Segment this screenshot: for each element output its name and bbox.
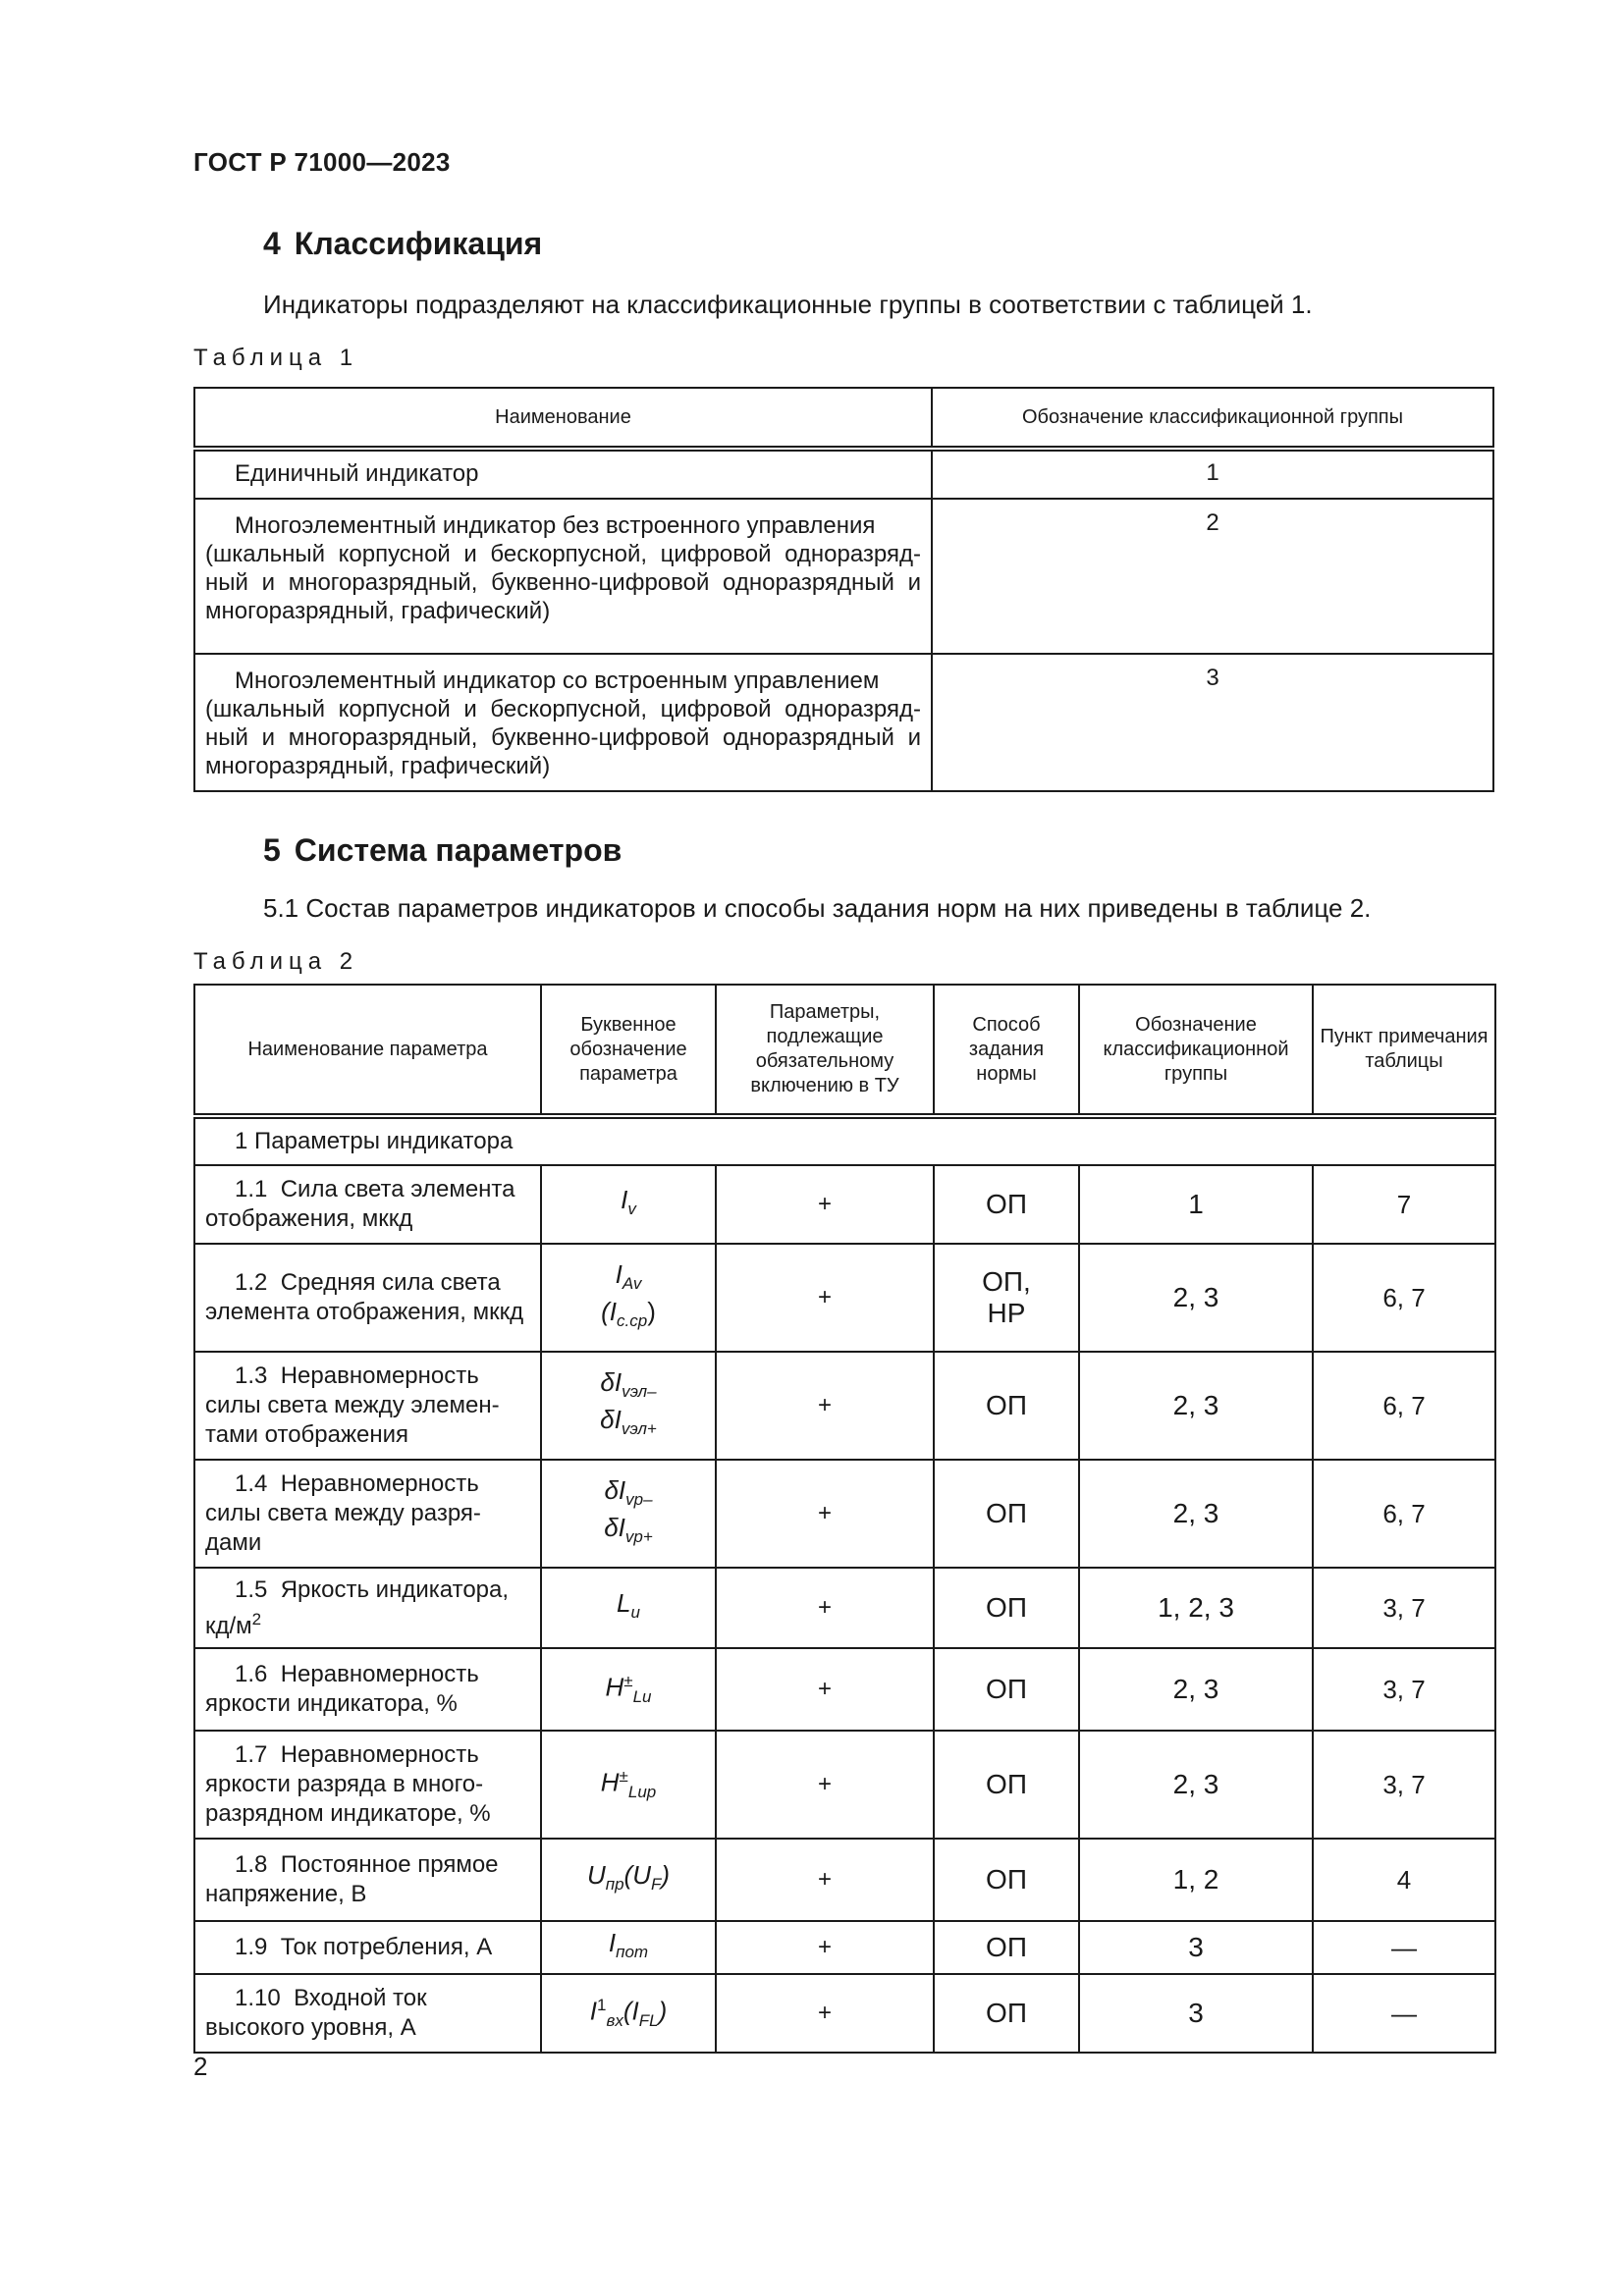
param-group-cell: 3 <box>1079 1974 1313 2053</box>
header-cell-name: Наименование <box>194 388 932 449</box>
param-method-cell <box>934 1648 1079 1731</box>
symbol-sub: Lи <box>632 1686 652 1706</box>
section-heading: Система параметров <box>294 832 623 868</box>
symbol-alt-close: ) <box>647 1297 656 1326</box>
table-row <box>194 1648 1495 1731</box>
symbol-sub: Av <box>622 1274 642 1293</box>
table-row <box>194 1839 1495 1921</box>
param-name: Неравномерность силы света между разря-дами <box>205 1470 481 1556</box>
symbol-sub: пот <box>616 1943 649 1962</box>
param-name: Неравномерность силы света между элемен-тами отображения <box>205 1362 500 1448</box>
table-row <box>194 1921 1495 1974</box>
symbol-main: I <box>615 1258 623 1289</box>
table-header-row <box>194 388 1493 449</box>
row-name-cell <box>194 654 932 791</box>
symbol-main: I <box>589 1996 597 2026</box>
param-required-cell: + <box>716 1165 934 1244</box>
param-note-cell: 6, 7 <box>1313 1244 1495 1352</box>
row-group-cell: 3 <box>932 654 1493 791</box>
symbol-tail: (I <box>623 1996 639 2026</box>
section-heading: Классификация <box>294 226 543 261</box>
param-number: 1.6 <box>235 1661 268 1687</box>
method-value: ОП <box>986 1932 1027 1962</box>
section-number: 4 <box>263 226 281 261</box>
param-required-cell: + <box>716 1648 934 1731</box>
param-method-cell <box>934 1165 1079 1244</box>
row-group-cell: 1 <box>932 449 1493 499</box>
param-name: Яркость индикатора, кд/м <box>205 1575 510 1639</box>
param-group-cell: 2, 3 <box>1079 1731 1313 1839</box>
param-number: 1.3 <box>235 1362 268 1389</box>
table-row <box>194 1974 1495 2053</box>
symbol-close: ) <box>658 1996 668 2026</box>
param-symbol-cell <box>541 1731 716 1839</box>
header-cell-note: Пункт примечания таблицы <box>1313 985 1495 1116</box>
table-row <box>194 1568 1495 1648</box>
param-method-cell <box>934 1244 1079 1352</box>
header-cell-parameter: Наименование параметра <box>194 985 541 1116</box>
symbol-sub: пр <box>605 1875 624 1895</box>
symbol-sub: и <box>630 1603 640 1623</box>
param-required-cell: + <box>716 1460 934 1568</box>
table-row <box>194 1165 1495 1244</box>
symbol-alt-sub: vэл+ <box>621 1419 657 1439</box>
param-note-cell: 3, 7 <box>1313 1648 1495 1731</box>
param-name: Сила света элемента отображения, мккд <box>205 1176 515 1232</box>
header-cell-required: Параметры, подлежащие обязательному включению в ТУ <box>716 985 934 1116</box>
param-note-cell: 6, 7 <box>1313 1460 1495 1568</box>
param-required-cell: + <box>716 1921 934 1974</box>
symbol-main: I <box>608 1927 617 1957</box>
row-name-first: Единичный индикатор <box>235 460 479 487</box>
symbol-main: H <box>600 1767 620 1797</box>
param-method-cell <box>934 1568 1079 1648</box>
param-group-cell: 2, 3 <box>1079 1460 1313 1568</box>
param-note-cell: — <box>1313 1921 1495 1974</box>
param-name-cell <box>194 1460 541 1568</box>
symbol-sup: ± <box>619 1767 628 1787</box>
param-note-cell: — <box>1313 1974 1495 2053</box>
symbol-alt-sub: с.ср <box>617 1311 648 1331</box>
param-name-cell <box>194 1165 541 1244</box>
param-name: Ток потребления, А <box>280 1934 493 1960</box>
method-value: ОП <box>986 1674 1027 1704</box>
param-number: 1.9 <box>235 1934 268 1960</box>
param-method-cell <box>934 1460 1079 1568</box>
param-symbol-cell <box>541 1568 716 1648</box>
param-method-cell <box>934 1839 1079 1921</box>
param-note-cell: 4 <box>1313 1839 1495 1921</box>
parameters-table-body <box>194 1165 1495 2053</box>
symbol-main: δI <box>604 1474 626 1505</box>
method-value: ОП <box>986 1769 1027 1799</box>
param-symbol-cell <box>541 1921 716 1974</box>
param-group-cell: 2, 3 <box>1079 1648 1313 1731</box>
section-4-title <box>263 226 542 262</box>
table-row <box>194 1244 1495 1352</box>
symbol-alt: δI <box>600 1405 622 1434</box>
param-number: 1.4 <box>235 1470 268 1497</box>
table-row <box>194 499 1493 654</box>
section-4-paragraph: Индикаторы подразделяют на классификационные группы в соответствии с таблицей 1. <box>263 290 1313 319</box>
param-symbol-cell <box>541 1165 716 1244</box>
classification-table <box>193 387 1494 792</box>
row-group-cell: 2 <box>932 499 1493 654</box>
param-number: 1.1 <box>235 1176 268 1202</box>
param-number: 1.2 <box>235 1269 268 1296</box>
param-group-cell: 3 <box>1079 1921 1313 1974</box>
row-name-rest: (шкальный корпусной и бескорпусной, цифровой одноразряд-ный и многоразрядный, буквенно-цифровой одноразрядный и многоразрядный, графический) <box>205 696 921 779</box>
row-name-cell <box>194 449 932 499</box>
param-method-cell <box>934 1352 1079 1460</box>
symbol-sub: вх <box>606 2010 623 2030</box>
row-name-cell <box>194 499 932 654</box>
param-name: Постоянное прямое напряжение, В <box>205 1851 499 1907</box>
document-header: ГОСТ Р 71000—2023 <box>193 147 451 177</box>
param-required-cell: + <box>716 1244 934 1352</box>
param-name: Средняя сила света элемента отображения, мккд <box>205 1269 524 1325</box>
param-method-cell <box>934 1974 1079 2053</box>
param-name-cell <box>194 1352 541 1460</box>
table-row <box>194 654 1493 791</box>
method-value: ОП <box>986 1592 1027 1623</box>
page-number: 2 <box>193 2052 208 2081</box>
symbol-sub: vр– <box>625 1490 653 1509</box>
param-number: 1.7 <box>235 1741 268 1768</box>
table-header-row <box>194 985 1495 1116</box>
param-name: Входной ток высокого уровня, А <box>205 1985 427 2041</box>
symbol-tail-sub: F <box>650 1875 662 1895</box>
header-cell-group: Обозначение классификационной группы <box>932 388 1493 449</box>
symbol-sup: 1 <box>596 1996 607 2015</box>
symbol-tail-sub: FL <box>638 2010 659 2030</box>
param-note-cell: 3, 7 <box>1313 1731 1495 1839</box>
param-group-cell: 1, 2, 3 <box>1079 1568 1313 1648</box>
symbol-main: H <box>605 1672 624 1702</box>
param-group-cell: 1 <box>1079 1165 1313 1244</box>
parameters-table <box>193 984 1496 2054</box>
table-row <box>194 449 1493 499</box>
param-symbol-cell <box>541 1974 716 2053</box>
param-symbol-cell <box>541 1352 716 1460</box>
row-name-first: Многоэлементный индикатор без встроенного управления <box>235 512 876 539</box>
symbol-alt-sub: vр+ <box>624 1527 653 1547</box>
table-row <box>194 1352 1495 1460</box>
symbol-sub: vэл– <box>622 1382 657 1401</box>
param-note-cell: 6, 7 <box>1313 1352 1495 1460</box>
symbol-main: δI <box>600 1366 623 1397</box>
param-name-sup: 2 <box>251 1609 262 1629</box>
symbol-sup: ± <box>623 1672 633 1691</box>
row-name-rest: (шкальный корпусной и бескорпусной, цифровой одноразряд-ный и многоразрядный, буквенно-цифровой одноразрядный и многоразрядный, графический) <box>205 541 921 624</box>
param-required-cell: + <box>716 1568 934 1648</box>
param-method-cell <box>934 1731 1079 1839</box>
param-symbol-cell <box>541 1839 716 1921</box>
table-group-row <box>194 1116 1495 1165</box>
symbol-alt: (I <box>601 1297 618 1326</box>
param-symbol-cell <box>541 1244 716 1352</box>
symbol-main: L <box>617 1587 631 1618</box>
method-value: ОП <box>986 1189 1027 1219</box>
param-name: Неравномерность яркости индикатора, % <box>205 1661 479 1717</box>
param-required-cell: + <box>716 1974 934 2053</box>
symbol-close: ) <box>661 1859 671 1890</box>
header-cell-symbol: Буквенное обозначение параметра <box>541 985 716 1116</box>
param-required-cell: + <box>716 1731 934 1839</box>
method-value: ОП <box>986 1864 1027 1895</box>
param-name: Неравномерность яркости разряда в много-разрядном индикаторе, % <box>205 1741 491 1827</box>
method-value: ОП, <box>982 1266 1031 1297</box>
param-required-cell: + <box>716 1839 934 1921</box>
header-cell-method: Способ задания нормы <box>934 985 1079 1116</box>
param-name-cell <box>194 1921 541 1974</box>
param-group-cell: 1, 2 <box>1079 1839 1313 1921</box>
method-value: ОП <box>986 1390 1027 1420</box>
param-name-cell <box>194 1648 541 1731</box>
row-name-first: Многоэлементный индикатор со встроенным управлением <box>235 667 880 694</box>
method-value-2: НР <box>987 1298 1026 1328</box>
param-method-cell <box>934 1921 1079 1974</box>
method-value: ОП <box>986 1498 1027 1528</box>
symbol-sub: Lир <box>627 1782 657 1801</box>
table-row <box>194 1460 1495 1568</box>
param-number: 1.10 <box>235 1985 281 2011</box>
table-2-caption: Таблица 2 <box>193 948 359 975</box>
table-row <box>194 1731 1495 1839</box>
param-name-cell <box>194 1839 541 1921</box>
symbol-main: U <box>586 1859 606 1890</box>
symbol-sub: v <box>627 1200 636 1219</box>
param-group-cell: 2, 3 <box>1079 1352 1313 1460</box>
section-5-title <box>263 832 622 869</box>
param-name-cell <box>194 1731 541 1839</box>
header-cell-group: Обозначение классификационной группы <box>1079 985 1313 1116</box>
symbol-alt: δI <box>604 1513 625 1542</box>
table-1-caption: Таблица 1 <box>193 345 359 371</box>
param-name-cell <box>194 1244 541 1352</box>
section-number: 5 <box>263 832 281 868</box>
param-required-cell: + <box>716 1352 934 1460</box>
method-value: ОП <box>986 1998 1027 2028</box>
group-row-label: 1 Параметры индикатора <box>194 1116 1495 1165</box>
section-5-paragraph: 5.1 Состав параметров индикаторов и способы задания норм на них приведены в таблице 2. <box>263 893 1372 923</box>
param-symbol-cell <box>541 1648 716 1731</box>
param-note-cell: 7 <box>1313 1165 1495 1244</box>
param-number: 1.5 <box>235 1575 268 1603</box>
param-number: 1.8 <box>235 1851 268 1878</box>
symbol-main: I <box>621 1184 628 1214</box>
param-name-cell <box>194 1568 541 1648</box>
param-group-cell: 2, 3 <box>1079 1244 1313 1352</box>
param-note-cell: 3, 7 <box>1313 1568 1495 1648</box>
symbol-tail: (U <box>623 1859 651 1890</box>
param-symbol-cell <box>541 1460 716 1568</box>
param-name-cell <box>194 1974 541 2053</box>
